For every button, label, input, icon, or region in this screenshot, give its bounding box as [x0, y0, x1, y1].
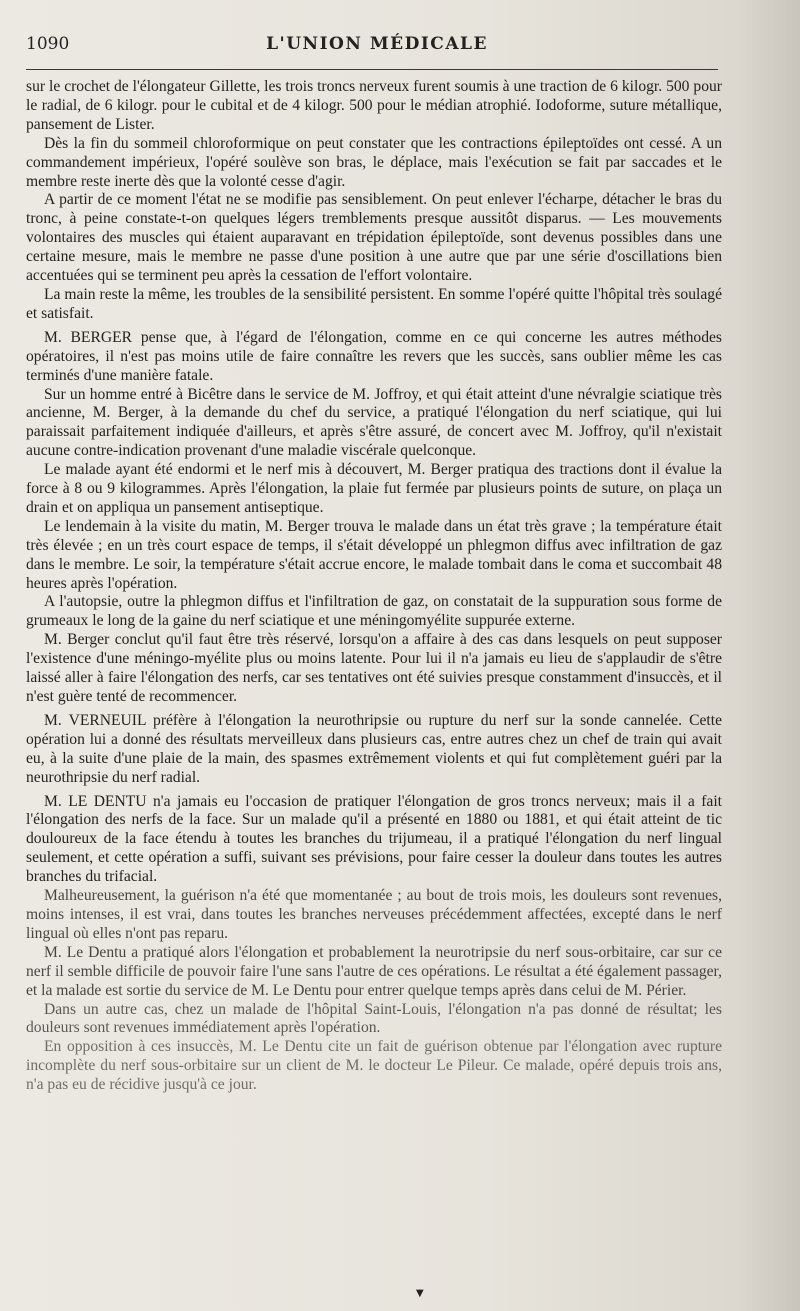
paragraph-14: M. Le Dentu a pratiqué alors l'élongation et probablement la neurotripsie du nerf sous-orbitaire, car sur ce nerf il semble difficile de pouvoir faire l'une sans l'autre de ces opérations. Le résultat a été également passager, et la malade est sortie du service de M. Le Dentu pour entrer quelque temps après dans celui de M. Périer.: [26, 943, 722, 999]
paragraph-7: Le malade ayant été endormi et le nerf mis à découvert, M. Berger pratiqua des tractions dont il évalue la force à 8 ou 9 kilogrammes. Après l'élongation, la plaie fut fermée par plusieurs points de suture, on plaça un drain et on appliqua un pansement antiseptique.: [26, 461, 722, 516]
paragraph-5: M. BERGER pense que, à l'égard de l'élongation, comme en ce qui concerne les autres méthodes opératoires, il n'est pas moins utile de faire connaître les revers que les succès, sans oublier même les cas terminés d'une manière fatale.: [26, 328, 722, 384]
paragraph-16: En opposition à ces insuccès, M. Le Dentu cite un fait de guérison obtenue par l'élongation avec rupture incomplète du nerf sous-orbitaire sur un client de M. le docteur Le Pileur. Ce malade, opéré depuis trois ans, n'a pas eu de récidive jusqu'à ce jour.: [26, 1038, 722, 1094]
paragraph-1: sur le crochet de l'élongateur Gillette, les trois troncs nerveux furent soumis à une traction de 6 kilogr. 500 pour le radial, de 6 kilogr. pour le cubital et de 4 kilogr. 500 pour le médian atrophié. Iodoforme, suture métallique, pansement de Lister.: [26, 78, 722, 133]
journal-title: L'UNION MÉDICALE: [266, 34, 488, 54]
paragraph-3: A partir de ce moment l'état ne se modifie pas sensiblement. On peut enlever l'écharpe, détacher le bras du tronc, à peine constate-t-on quelques légers tremblements presque aussitôt disparus. — Les mouvements volontaires des muscles qui étaient auparavant en trépidation épileptoïde, sont devenus possibles dans une certaine mesure, mais le membre ne passe d'une position à une autre que par une série d'oscillations bien accentuées qui se terminent peu après la cessation de l'effort volontaire.: [26, 191, 722, 285]
page-header: [24, 34, 730, 62]
article-body: [26, 78, 722, 1095]
paragraph-8: Le lendemain à la visite du matin, M. Berger trouva le malade dans un état très grave ; la température était très élevée ; en un très court espace de temps, il s'était développé un phlegmon diffus avec infiltration de gaz dans le membre. Le soir, la température s'était accrue encore, le malade tombait dans le coma et succombait 48 heures après l'opération.: [26, 517, 722, 592]
paragraph-13: Malheureusement, la guérison n'a été que momentanée ; au bout de trois mois, les douleurs sont revenues, moins intenses, il est vrai, dans toutes les branches nerveuses précédemment affectées, excepté dans le nerf lingual où elles n'ont pas reparu.: [26, 887, 722, 942]
paragraph-12: M. LE DENTU n'a jamais eu l'occasion de pratiquer l'élongation de gros troncs nerveux; mais il a fait l'élongation des nerfs de la face. Sur un malade qu'il a présenté en 1880 ou 1881, et qui était atteint de tic douloureux de la face étendu à toutes les branches du trijumeau, il a pratiqué l'élongation du nerf lingual seulement, et cette opération a suffi, suivant ses prévisions, pour faire cesser la douleur dans toutes les autres branches du trifacial.: [26, 792, 722, 886]
paragraph-2: Dès la fin du sommeil chloroformique on peut constater que les contractions épileptoïdes ont cessé. A un commandement impérieux, l'opéré soulève son bras, le déplace, mais l'exécution se fait par saccades et le membre reste inerte dès que la volonté cesse d'agir.: [26, 134, 722, 190]
footer-mark: ▼: [416, 1288, 424, 1299]
paragraph-10: M. Berger conclut qu'il faut être très réservé, lorsqu'on a affaire à des cas dans lesquels on peut supposer l'existence d'une méningo-myélite plus ou moins latente. Pour lui il n'a jamais eu lieu de s'applaudir de s'être laissé aller à faire l'élongation des nerfs, car ses tentatives ont été suivies presque constamment d'insuccès, et il n'est guère tenté de recommencer.: [26, 631, 722, 705]
paragraph-4: La main reste la même, les troubles de la sensibilité persistent. En somme l'opéré quitte l'hôpital très soulagé et satisfait.: [26, 285, 722, 322]
paragraph-15: Dans un autre cas, chez un malade de l'hôpital Saint-Louis, l'élongation n'a pas donné de résultat; les douleurs sont revenues immédiatement après l'opération.: [26, 1000, 722, 1037]
paragraph-9: A l'autopsie, outre la phlegmon diffus et l'infiltration de gaz, on constatait de la suppuration sous forme de grumeaux le long de la gaine du nerf sciatique et une méningomyélite suppurée externe.: [26, 593, 722, 630]
paragraph-6: Sur un homme entré à Bicêtre dans le service de M. Joffroy, et qui était atteint d'une névralgie sciatique très ancienne, M. Berger, à la demande du chef du service, a pratiqué l'élongation du nerf sciatique, qui lui paraissait parfaitement indiquée d'ailleurs, et après s'être assuré, de concert avec M. Joffroy, qu'il n'existait aucune contre-indication provenant d'une maladie viscérale quelconque.: [26, 385, 722, 460]
header-rule: [26, 69, 718, 70]
page-number: 1090: [26, 34, 70, 54]
paragraph-11: M. VERNEUIL préfère à l'élongation la neurothripsie ou rupture du nerf sur la sonde cannelée. Cette opération lui a donné des résultats merveilleux dans plusieurs cas, entre autres chez un chef de train qui avait eu, à la suite d'une plaie de la main, des spasmes extrêmement violents et qui fut complètement guéri par la neurothripsie du nerf radial.: [26, 711, 722, 786]
